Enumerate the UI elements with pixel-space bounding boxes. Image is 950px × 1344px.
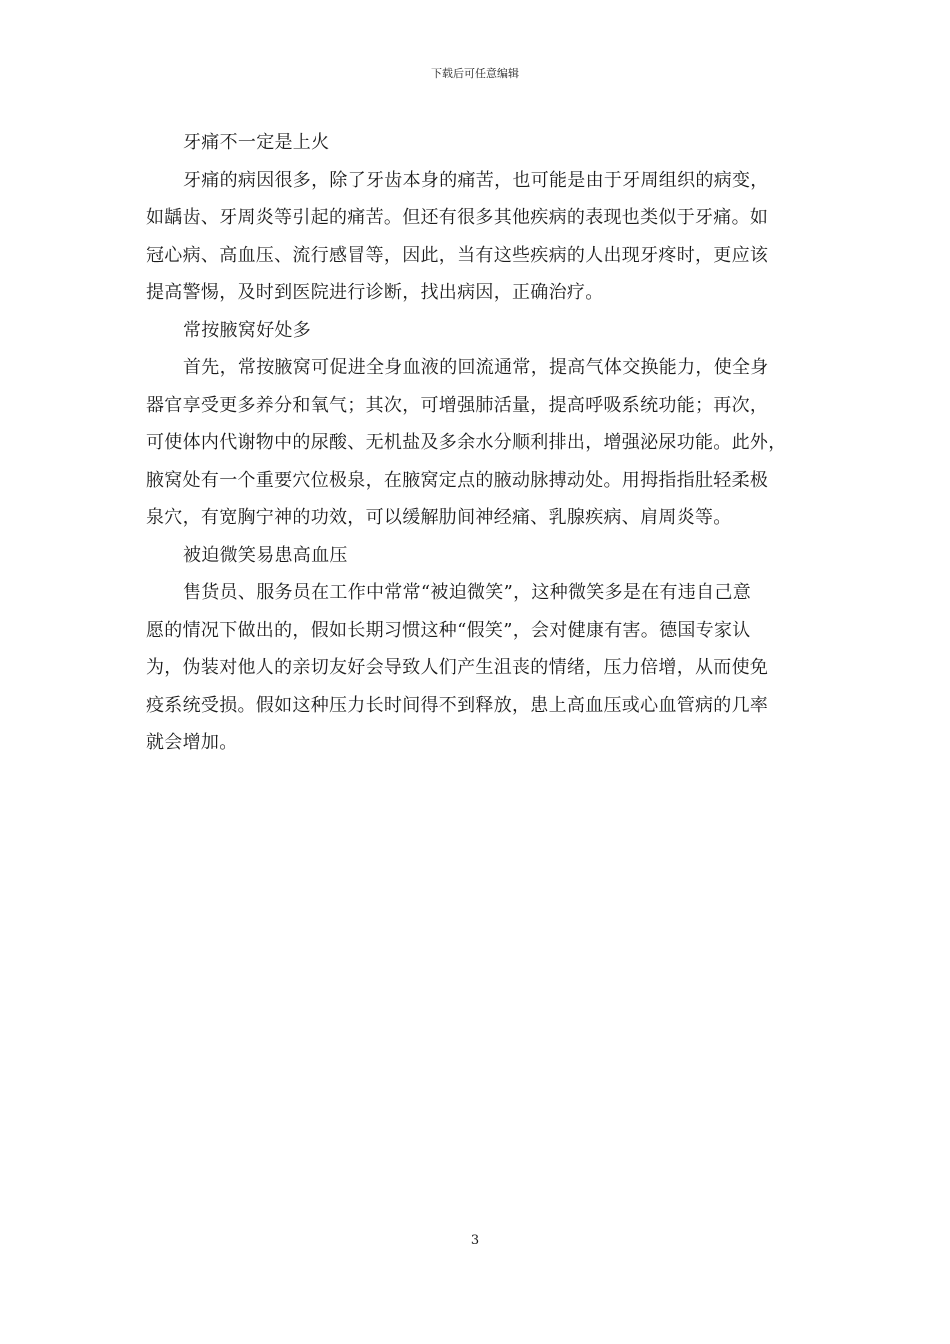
paragraph-line: 就会增加。 [146,732,238,753]
paragraph-line: 腋窝处有一个重要穴位极泉，在腋窝定点的腋动脉搏动处。用拇指指肚轻柔极 [146,469,769,491]
paragraph-line: 售货员、服务员在工作中常常“被迫微笑”，这种微笑多是在有违自己意 [183,582,752,603]
paragraph-line: 为，伪装对他人的亲切友好会导致人们产生沮丧的情绪，压力倍增，从而使免 [146,657,769,678]
paragraph-line: 可使体内代谢物中的尿酸、无机盐及多余水分顺利排出，增强泌尿功能。此外， [146,432,787,453]
paragraph-line: 器官享受更多养分和氧气；其次，可增强肺活量，提高呼吸系统功能；再次， [146,394,769,416]
header-note: 下载后可任意编辑 [431,67,519,80]
page-number: 3 [470,1233,480,1248]
paragraph-line: 如龋齿、牙周炎等引起的痛苦。但还有很多其他疾病的表现也类似于牙痛。如 [146,207,769,228]
paragraph-line: 愿的情况下做出的，假如长期习惯这种“假笑”，会对健康有害。德国专家认 [146,619,751,641]
document-body [146,124,806,762]
paragraph-line: 牙痛的病因很多，除了牙齿本身的痛苦，也可能是由于牙周组织的病变， [183,169,769,191]
heading-toothache: 牙痛不一定是上火 [183,132,330,153]
paragraph-line: 首先，常按腋窝可促进全身血液的回流通常，提高气体交换能力，使全身 [183,357,769,378]
heading-forced-smile: 被迫微笑易患高血压 [183,544,348,566]
paragraph-line: 疫系统受损。假如这种压力长时间得不到释放，患上高血压或心血管病的几率 [146,694,769,716]
paragraph-line: 泉穴，有宽胸宁神的功效，可以缓解肋间神经痛、乳腺疾病、肩周炎等。 [146,507,732,528]
heading-armpit: 常按腋窝好处多 [183,319,312,341]
paragraph-line: 提高警惕，及时到医院进行诊断，找出病因，正确治疗。 [146,282,604,303]
paragraph-line: 冠心病、高血压、流行感冒等，因此，当有这些疾病的人出现牙疼时，更应该 [146,244,769,266]
